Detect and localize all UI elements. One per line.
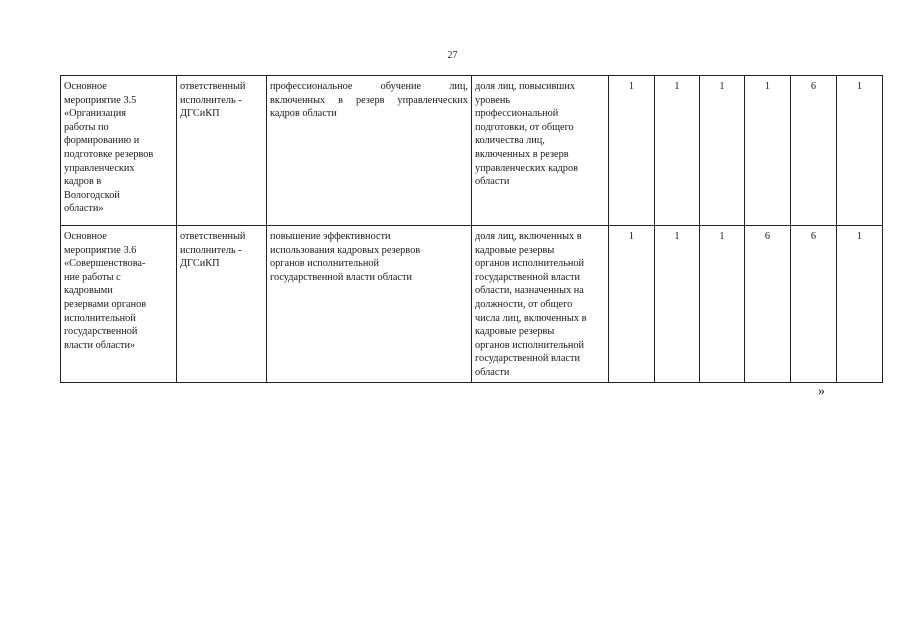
table-row: [61, 76, 883, 226]
value-cell: 1: [700, 76, 745, 226]
event-cell: Основное мероприятие 3.5 «Организация работы по формированию и подготовке резервов управленческих кадров в Вологодской области»: [61, 76, 177, 226]
task-cell: профессиональное обучение лиц, включенных в резерв управленческих кадров области: [267, 76, 472, 226]
value-cell: 1: [837, 76, 883, 226]
task-cell: повышение эффективности использования кадровых резервов органов исполнительной государственной власти области: [267, 226, 472, 383]
value-cell: 1: [609, 226, 655, 383]
value-cell: 1: [655, 76, 700, 226]
page-number: 27: [447, 50, 458, 61]
value-cell: 1: [837, 226, 883, 383]
executor-cell: ответственный исполнитель - ДГСиКП: [177, 226, 267, 383]
value-cell: 6: [745, 226, 791, 383]
executor-cell: ответственный исполнитель - ДГСиКП: [177, 76, 267, 226]
value-cell: 1: [609, 76, 655, 226]
value-cell: 1: [745, 76, 791, 226]
value-cell: 6: [791, 226, 837, 383]
value-cell: 1: [655, 226, 700, 383]
table-row: [61, 226, 883, 383]
closing-quote-mark: »: [818, 384, 825, 399]
event-cell: Основное мероприятие 3.6 «Совершенствова- ние работы с кадровыми резервами органов исполнительной государственной власти области»: [61, 226, 177, 383]
measures-table: [60, 75, 883, 383]
value-cell: 1: [700, 226, 745, 383]
indicator-cell: доля лиц, повысивших уровень профессиональной подготовки, от общего количества лиц, включенных в резерв управленческих кадров области: [472, 76, 609, 226]
value-cell: 6: [791, 76, 837, 226]
indicator-cell: доля лиц, включенных в кадровые резервы органов исполнительной государственной власти области, назначенных на должности, от общего числа лиц, включенных в кадровые резервы органов исполнительной государственной власти области: [472, 226, 609, 383]
